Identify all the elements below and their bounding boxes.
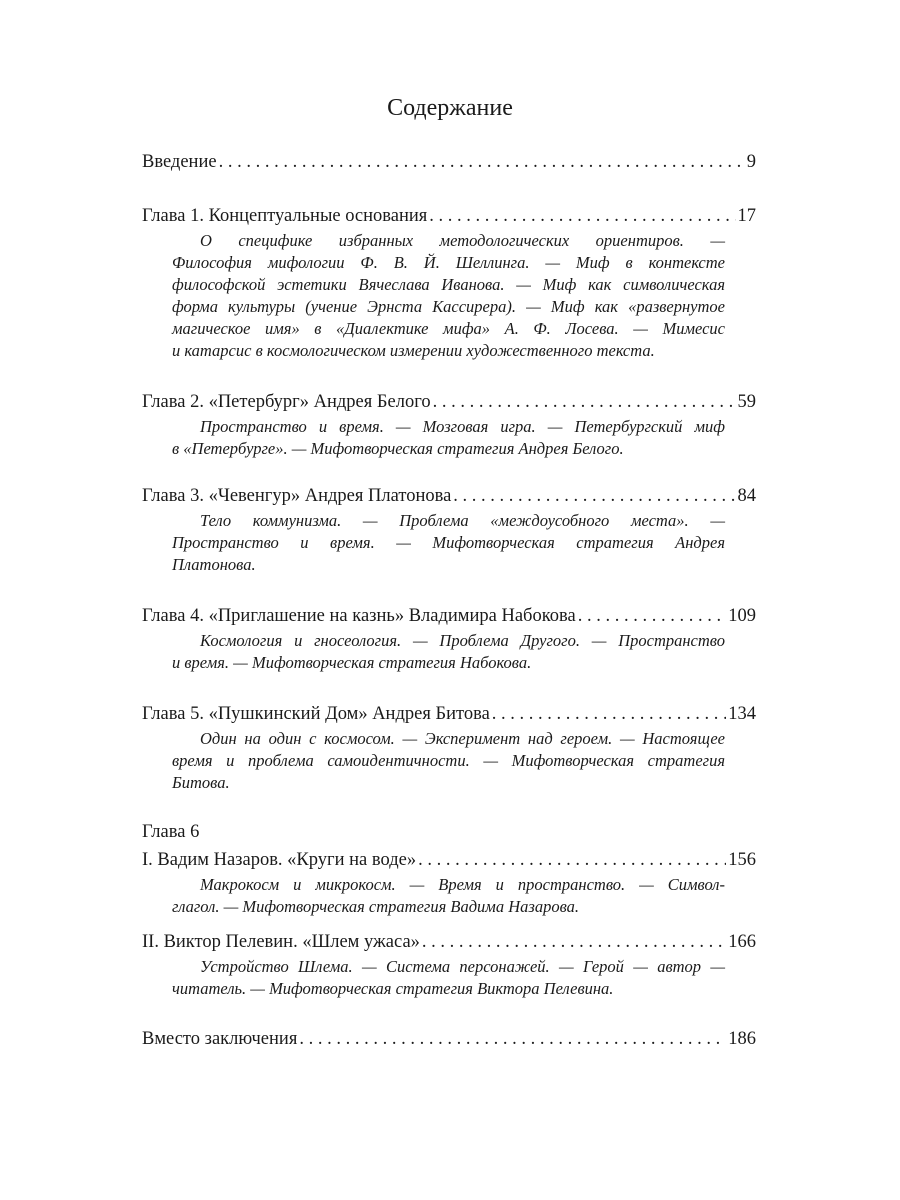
toc-page-number: 9: [746, 152, 756, 172]
toc-entry-title: I. Вадим Назаров. «Круги на воде»: [142, 850, 417, 870]
dot-leader: [219, 150, 745, 174]
toc-entry-title: II. Виктор Пелевин. «Шлем ужаса»: [142, 932, 420, 952]
summary-line: форма культуры (учение Эрнста Кассирера). — Миф как «развернутое: [172, 297, 725, 316]
summary-line: философской эстетики Вячеслава Иванова. — Миф как символическая: [172, 275, 725, 294]
toc-entry-title: Глава 1. Концептуальные основания: [142, 206, 428, 226]
summary-line: Битова.: [172, 773, 230, 792]
toc-entry-row[interactable]: [142, 930, 756, 954]
toc-entry-summary: [172, 956, 725, 1000]
toc-entry: [142, 150, 756, 174]
toc-page-number: 186: [728, 1029, 756, 1049]
toc-entry-title: Глава 5. «Пушкинский Дом» Андрея Битова: [142, 704, 490, 724]
summary-line: Космология и гносеология. — Проблема Другого. — Пространство: [200, 631, 725, 650]
dot-leader: [492, 702, 726, 726]
toc-entry-row[interactable]: [142, 604, 756, 628]
toc-page-number: 166: [728, 932, 756, 952]
summary-line: Тело коммунизма. — Проблема «междоусобного места». —: [200, 511, 725, 530]
toc-page-number: 59: [737, 392, 756, 412]
summary-line: Устройство Шлема. — Система персонажей. — Герой — автор —: [200, 957, 725, 976]
toc-entry-summary: [172, 728, 725, 794]
summary-line: Платонова.: [172, 555, 256, 574]
toc-entry: [142, 484, 756, 576]
toc-entry-row[interactable]: [142, 484, 756, 508]
toc-entry-title: Введение: [142, 152, 217, 172]
toc-entry: [142, 1027, 756, 1051]
dot-leader: [453, 484, 735, 508]
summary-line: О специфике избранных методологических ориентиров. —: [200, 231, 725, 250]
summary-line: Один на один с космосом. — Эксперимент над героем. — Настоящее: [200, 729, 725, 748]
toc-entry-title: Вместо заключения: [142, 1029, 298, 1049]
toc-entry: [142, 930, 756, 1000]
toc-page-number: 109: [728, 606, 756, 626]
toc-entry: [142, 390, 756, 460]
summary-line: магическое имя» в «Диалектике мифа» А. Ф. Лосева. — Мимесис: [172, 319, 725, 338]
summary-line: Пространство и время. — Мифотворческая стратегия Андрея: [172, 533, 725, 552]
dot-leader: [299, 1027, 726, 1051]
summary-line: глагол. — Мифотворческая стратегия Вадима Назарова.: [172, 897, 579, 916]
toc-entry-summary: [172, 630, 725, 674]
summary-line: Философия мифологии Ф. В. Й. Шеллинга. — Миф в контексте: [172, 253, 725, 272]
toc-entry: [142, 204, 756, 362]
summary-line: и время. — Мифотворческая стратегия Набокова.: [172, 653, 532, 672]
toc-page-number: 134: [728, 704, 756, 724]
page-title: Содержание: [387, 95, 513, 121]
toc-entry-summary: [172, 510, 725, 576]
toc-entry-row[interactable]: [142, 702, 756, 726]
toc-entry: [142, 702, 756, 794]
toc-entry-title: Глава 4. «Приглашение на казнь» Владимира Набокова: [142, 606, 576, 626]
toc-page-number: 17: [737, 206, 756, 226]
summary-line: читатель. — Мифотворческая стратегия Виктора Пелевина.: [172, 979, 614, 998]
toc-page-number: 84: [737, 486, 756, 506]
toc-entry-row[interactable]: [142, 204, 756, 228]
toc-entry: [142, 848, 756, 918]
toc-entry-row[interactable]: [142, 820, 756, 844]
toc-entry-title: Глава 3. «Чевенгур» Андрея Платонова: [142, 486, 452, 506]
dot-leader: [433, 390, 736, 414]
toc-entry-title: Глава 2. «Петербург» Андрея Белого: [142, 392, 431, 412]
dot-leader: [578, 604, 727, 628]
summary-line: в «Петербурге». — Мифотворческая стратегия Андрея Белого.: [172, 439, 624, 458]
dot-leader: [429, 204, 735, 228]
summary-line: время и проблема самоидентичности. — Мифотворческая стратегия: [172, 751, 725, 770]
toc-entry-summary: [172, 230, 725, 362]
toc-entry-row[interactable]: [142, 390, 756, 414]
toc-entry-summary: [172, 874, 725, 918]
toc-entry-row[interactable]: [142, 848, 756, 872]
toc-entry: [142, 820, 756, 844]
toc-entry-summary: [172, 416, 725, 460]
toc-entry-title: Глава 6: [142, 822, 200, 842]
summary-line: и катарсис в космологическом измерении художественного текста.: [172, 341, 655, 360]
summary-line: Макрокосм и микрокосм. — Время и пространство. — Символ-: [200, 875, 725, 894]
toc-entry-row[interactable]: [142, 150, 756, 174]
summary-line: Пространство и время. — Мозговая игра. — Петербургский миф: [200, 417, 725, 436]
toc-entry-row[interactable]: [142, 1027, 756, 1051]
toc-entry: [142, 604, 756, 674]
dot-leader: [418, 848, 726, 872]
toc-page-number: 156: [728, 850, 756, 870]
dot-leader: [422, 930, 726, 954]
